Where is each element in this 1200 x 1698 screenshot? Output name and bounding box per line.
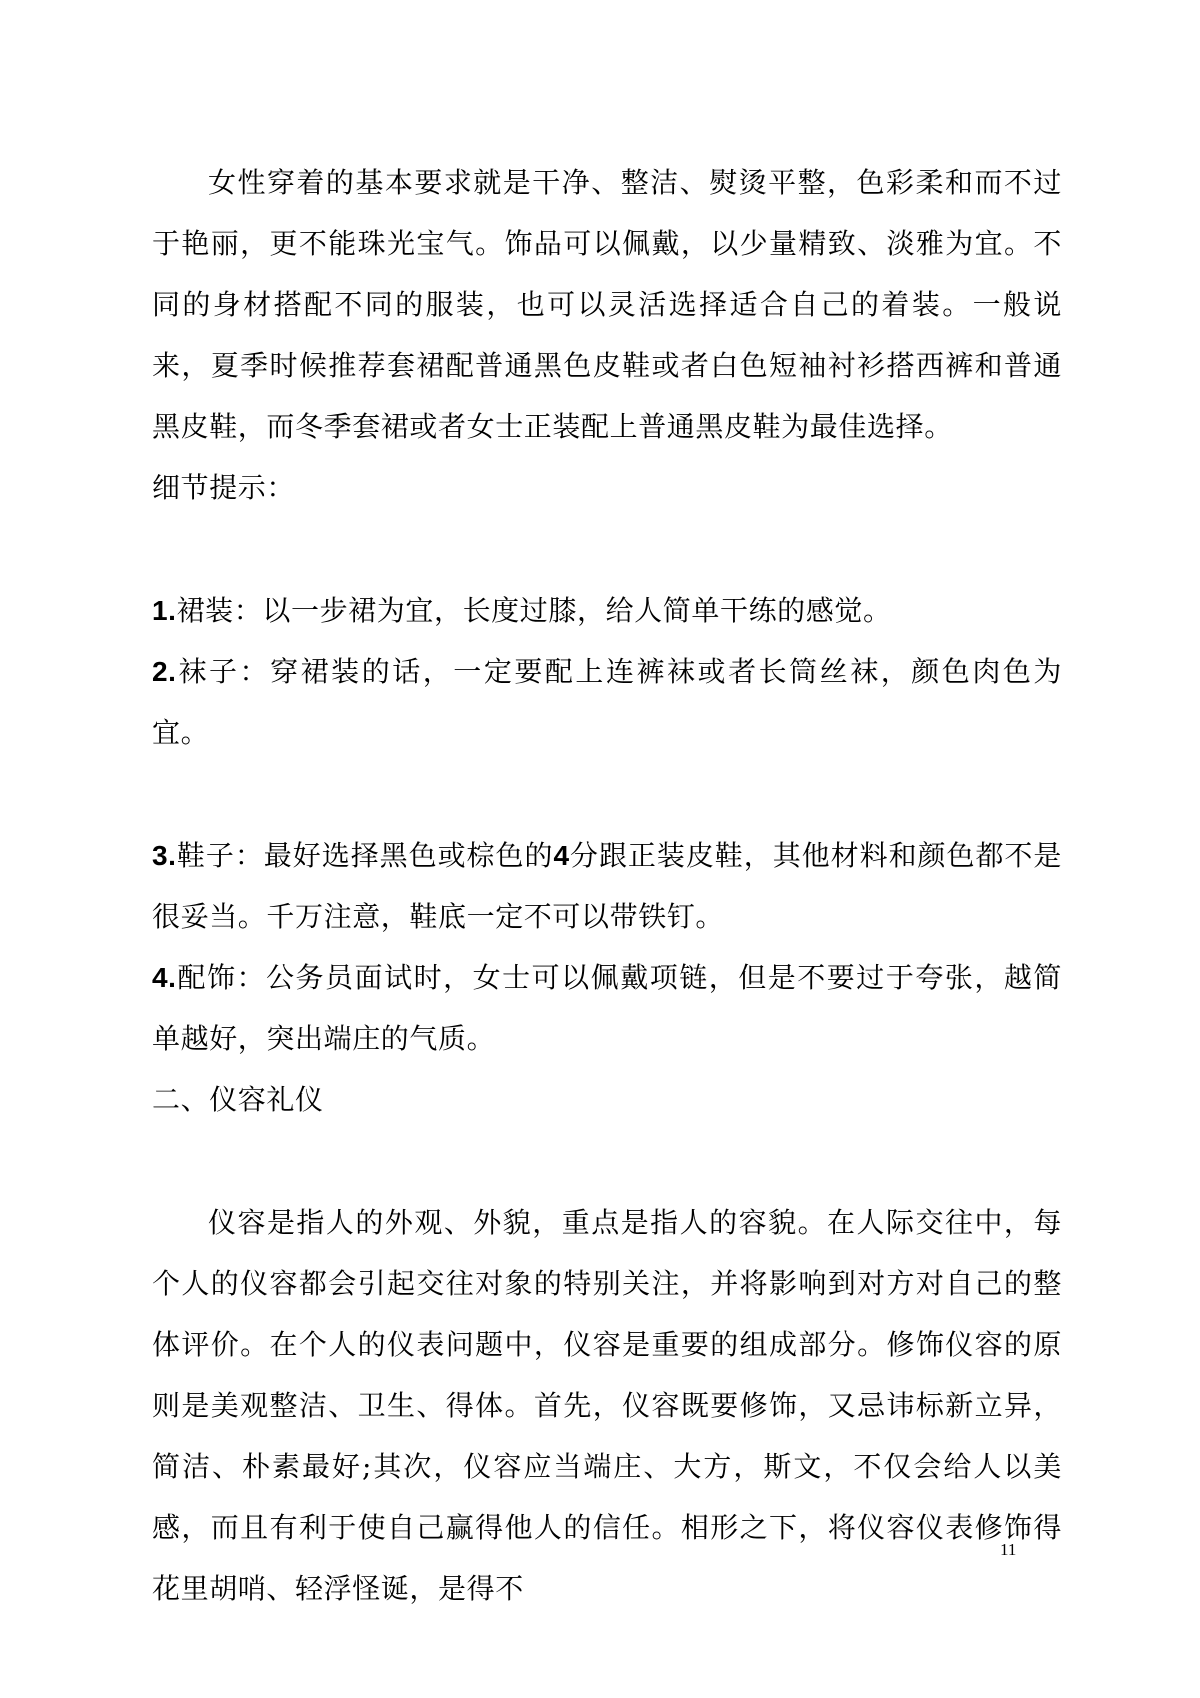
tip-item-skirt bbox=[152, 580, 1062, 641]
inline-number: 4 bbox=[553, 840, 570, 871]
tip-number: 4. bbox=[152, 962, 177, 993]
tip-text: 鞋子：最好选择黑色或棕色的 bbox=[176, 839, 554, 872]
appearance-paragraph: 仪容是指人的外观、外貌，重点是指人的容貌。在人际交往中，每个人的仪容都会引起交往对象的特别关注，并将影响到对方对自己的整体评价。在个人的仪表问题中，仪容是重要的组成部分。修饰仪容的原则是美观整洁、卫生、得体。首先，仪容既要修饰，又忌讳标新立异，简洁、朴素最好;其次，仪容应当端庄、大方，斯文，不仅会给人以美感，而且有利于使自己赢得他人的信任。相形之下，将仪容仪表修饰得花里胡哨、轻浮怪诞，是得不 bbox=[152, 1206, 1062, 1605]
tip-item-shoes bbox=[152, 825, 1062, 947]
tip-text: 袜子：穿裙装的话，一定要配上连裤袜或者长筒丝袜，颜色肉色为宜。 bbox=[152, 655, 1062, 749]
details-heading: 细节提示： bbox=[152, 471, 296, 504]
section-heading: 二、仪容礼仪 bbox=[152, 1083, 324, 1116]
spacer bbox=[152, 518, 1062, 580]
tip-number: 3. bbox=[152, 840, 177, 871]
tip-number: 1. bbox=[152, 595, 177, 626]
tip-text: 配饰：公务员面试时，女士可以佩戴项链，但是不要过于夸张，越简单越好，突出端庄的气质。 bbox=[152, 961, 1062, 1055]
tip-text: 裙装：以一步裙为宜，长度过膝，给人简单干练的感觉。 bbox=[176, 594, 892, 627]
intro-paragraph: 女性穿着的基本要求就是干净、整洁、熨烫平整，色彩柔和而不过于艳丽，更不能珠光宝气。饰品可以佩戴，以少量精致、淡雅为宜。不同的身材搭配不同的服装，也可以灵活选择适合自己的着装。一般说来，夏季时候推荐套裙配普通黑色皮鞋或者白色短袖衬衫搭西裤和普通黑皮鞋，而冬季套裙或者女士正装配上普通黑皮鞋为最佳选择。 bbox=[152, 166, 1062, 443]
tip-item-socks bbox=[152, 641, 1062, 763]
tip-number: 2. bbox=[152, 656, 177, 687]
spacer bbox=[152, 1130, 1062, 1192]
page-number: 11 bbox=[1000, 1540, 1017, 1559]
tip-text: 分跟正装皮鞋，其他材料和颜色都不是很妥当。千万注意，鞋底一定不可以带铁钉。 bbox=[152, 839, 1062, 933]
tip-item-accessories bbox=[152, 947, 1062, 1069]
spacer bbox=[152, 763, 1062, 825]
page-content bbox=[152, 152, 1062, 1619]
